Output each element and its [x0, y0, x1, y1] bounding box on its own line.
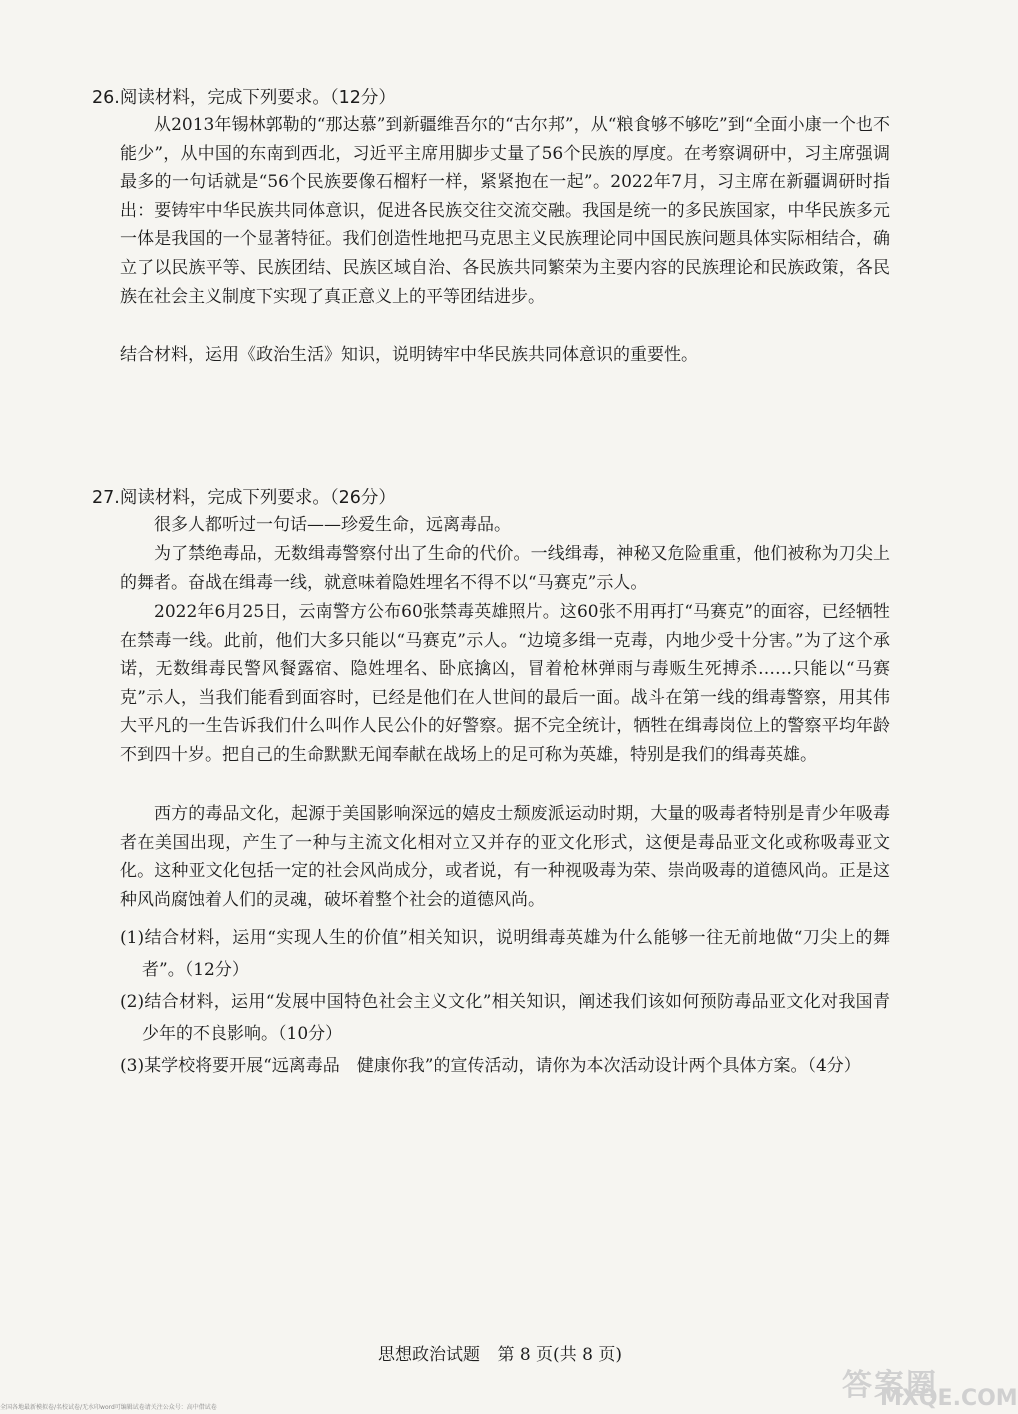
- question-26-material: 从2013年锡林郭勒的“那达慕”到新疆维吾尔的“古尔邦”，从“粮食够不够吃”到“全面小康一个也不能少”，从中国的东南到西北，习近平主席用脚步丈量了56个民族的厚度。在考察调研中，习主席强调最多的一句话就是“56个民族要像石榴籽一样，紧紧抱在一起”。2022年7月，习主席在新疆调研时指出：要铸牢中华民族共同体意识，促进各民族交往交流交融。我国是统一的多民族国家，中华民族多元一体是我国的一个显著特征。我们创造性地把马克思主义民族理论同中国民族问题具体实际相结合，确立了以民族平等、民族团结、民族区域自治、各民族共同繁荣为主要内容的民族理论和民族政策，各民族在社会主义制度下实现了真正意义上的平等团结进步。: [120, 115, 890, 307]
- question-27-title: 27.阅读材料，完成下列要求。（26分）: [92, 488, 396, 508]
- question-27-paragraph-2: 为了禁绝毒品，无数缉毒警察付出了生命的代价。一线缉毒，神秘又危险重重，他们被称为刀尖上的舞者。奋战在缉毒一线，就意味着隐姓埋名不得不以“马赛克”示人。: [120, 544, 890, 593]
- question-27-subtask-2: (2)结合材料，运用“发展中国特色社会主义文化”相关知识，阐述我们该如何预防毒品亚文化对我国青少年的不良影响。（10分）: [120, 992, 890, 1044]
- footer-subject: 思想政治试题: [378, 1345, 481, 1365]
- question-26-title: 26.阅读材料，完成下列要求。（12分）: [92, 88, 396, 108]
- watermark-logo: 答案圈: [842, 1368, 938, 1403]
- question-27-paragraph-3: 2022年6月25日，云南警方公布60张禁毒英雄照片。这60张不用再打“马赛克”的面容，已经牺牲在禁毒一线。此前，他们大多只能以“马赛克”示人。“边境多缉一克毒，内地少受十分害。”为了这个承诺，无数缉毒民警风餐露宿、隐姓埋名、卧底擒凶，冒着枪林弹雨与毒贩生死搏杀……只能以“马赛克”示人，当我们能看到面容时，已经是他们在人世间的最后一面。战斗在第一线的缉毒警察，用其伟大平凡的一生告诉我们什么叫作人民公仆的好警察。据不完全统计，牺牲在缉毒岗位上的警察平均年龄不到四十岁。把自己的生命默默无闻奉献在战场上的足可称为英雄，特别是我们的缉毒英雄。: [120, 602, 890, 765]
- question-26-task: 结合材料，运用《政治生活》知识，说明铸牢中华民族共同体意识的重要性。: [120, 345, 698, 365]
- watermark-strip: 全国各地最新模拟卷/名校试卷/无水印word可编辑试卷请关注公众号：高中借试卷: [0, 1404, 217, 1411]
- question-27-subtask-1: (1)结合材料，运用“实现人生的价值”相关知识，说明缉毒英雄为什么能够一往无前地做“刀尖上的舞者”。（12分）: [120, 928, 890, 980]
- question-27-paragraph-4: 西方的毒品文化，起源于美国影响深远的嬉皮士颓废派运动时期，大量的吸毒者特别是青少年吸毒者在美国出现，产生了一种与主流文化相对立又并存的亚文化形式，这便是毒品亚文化或称吸毒亚文化。这种亚文化包括一定的社会风尚成分，或者说，有一种视吸毒为荣、崇尚吸毒的道德风尚。正是这种风尚腐蚀着人们的灵魂，破坏着整个社会的道德风尚。: [120, 804, 890, 910]
- watermark-url: MXQE.COM: [880, 1386, 1018, 1411]
- footer-page-number: 第 8 页(共 8 页): [497, 1345, 622, 1365]
- question-27-subtask-3: (3)某学校将要开展“远离毒品 健康你我”的宣传活动，请你为本次活动设计两个具体方案。（4分）: [120, 1056, 861, 1076]
- question-27-paragraph-1: 很多人都听过一句话——珍爱生命，远离毒品。: [154, 515, 511, 535]
